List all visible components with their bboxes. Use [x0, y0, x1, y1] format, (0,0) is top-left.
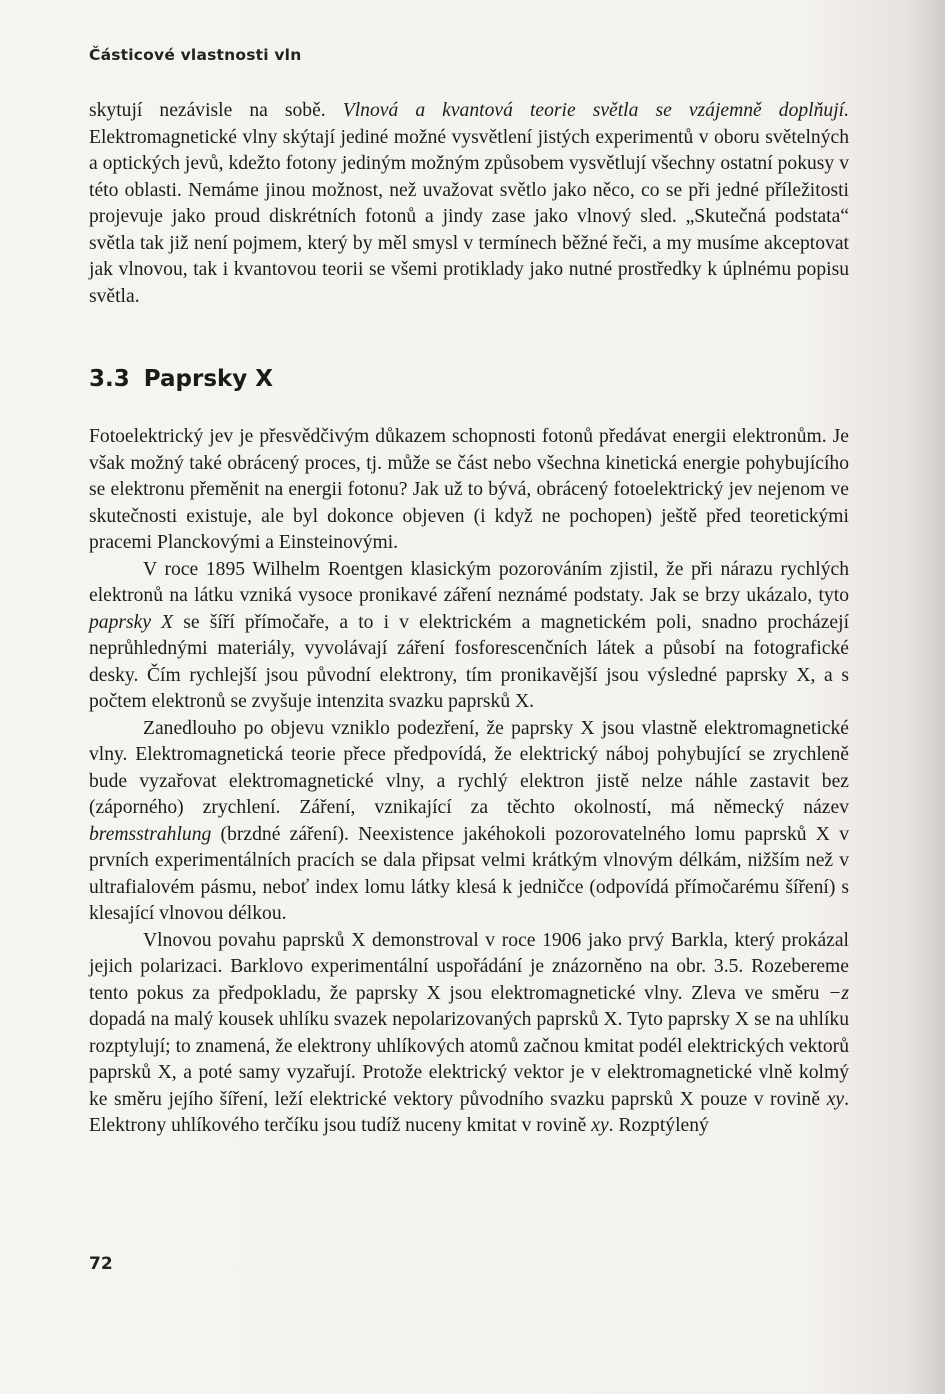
- paragraph-4-text-b: dopadá na malý kousek uhlíku svazek nepolarizovaných paprsků X. Tyto paprsky X se na uhlíku rozptylují; to znamená, že elektrony uhlíkových atomů začnou kmitat podél elektrických vektorů paprsků X, a poté samy vyzařují. Protože elektrický vektor je v elektromagnetické vlně kolmý ke směru jejího šíření, leží elektrické vektory původního svazku paprsků X pouze v rovině: [89, 1009, 849, 1110]
- paragraph-2-text-a: V roce 1895 Wilhelm Roentgen klasickým pozorováním zjistil, že při nárazu rychlých elektronů na látku vzniká vysoce pronikavé záření neznámé podstaty. Jak se brzy ukázalo, tyto: [89, 558, 849, 606]
- paragraph-1: [89, 424, 849, 557]
- section-heading: [89, 366, 273, 392]
- top-paragraph-text-b: Elektromagnetické vlny skýtají jediné možné vysvětlení jistých experimentů v oboru světelných a optických jevů, kdežto fotony jediným možným způsobem vysvětlují všechny ostatní pokusy v této oblasti. Nemáme jinou možnost, než uvažovat světlo jako něco, co se při jedné příležitosti projevuje jako proud diskrétních fotonů a jindy zase jako vlnový sled. „Skutečná podstata“ světla tak již není pojmem, který by měl smysl v termínech běžné řeči, a my musíme akceptovat jak vlnovou, tak i kvantovou teorii se všemi protiklady jako nutné prostředky k úplnému popisu světla.: [89, 126, 849, 307]
- paragraph-2-text-b: se šíří přímočaře, a to i v elektrickém a magnetickém poli, snadno procházejí neprůhlednými materiály, vyvolávají záření fosforescenčních látek a působí na fotografické desky. Čím rychlejší jsou původní elektrony, tím pronikavější jsou výsledné paprsky X, a s počtem elektronů se zvyšuje intenzita svazku paprsků X.: [89, 611, 850, 712]
- section-title: Paprsky X: [143, 366, 274, 392]
- paragraph-3: [89, 716, 849, 928]
- paragraph-2: [89, 557, 849, 716]
- running-head: Částicové vlastnosti vln: [89, 46, 302, 64]
- section-number: 3.3: [89, 366, 130, 392]
- paragraph-4-math-z: −z: [828, 982, 849, 1004]
- top-paragraph-text-a: skytují nezávisle na sobě.: [89, 100, 343, 121]
- top-paragraph-emphasis: Vlnová a kvantová teorie světla se vzájemně doplňují.: [342, 100, 849, 121]
- paragraph-1-text: Fotoelektrický jev je přesvědčivým důkazem schopnosti fotonů předávat energii elektronům. Je však možný také obrácený proces, tj. může se část nebo všechna kinetická energie pohybujícího se elektronu přeměnit na energii fotonu? Jak už to bývá, obrácený fotoelektrický jev nejenom ve skutečnosti existuje, ale byl dokonce objeven (i když ne pochopen) ještě před teoretickými pracemi Planckovými a Einsteinovými.: [89, 426, 849, 553]
- paragraph-4-text-c: . Elektrony uhlíkového terčíku jsou tudíž nuceny kmitat v rovině: [89, 1088, 849, 1136]
- paragraph-4-math-xy-2: xy: [591, 1115, 609, 1136]
- paragraph-3-text-a: Zanedlouho po objevu vzniklo podezření, že paprsky X jsou vlastně elektromagnetické vlny. Elektromagnetická teorie přece předpovídá, že elektrický náboj pohybující se zrychleně bude vyzařovat elektromagnetické vlny, a rychlý elektron jistě nelze náhle zastavit bez (záporného) zrychlení. Záření, vznikající za těchto okolností, má německý název: [89, 717, 849, 818]
- paragraph-3-text-b: (brzdné záření). Neexistence jakéhokoli pozorovatelného lomu paprsků X v prvních experimentálních pracích se dala připsat velmi krátkým vlnovým délkám, nižším než v ultrafialovém pásmu, neboť index lomu látky klesá k jedničce (odpovídá přímočarému šíření) s klesající vlnovou délkou.: [89, 823, 849, 924]
- paragraph-4-math-xy-1: xy: [826, 1088, 845, 1110]
- paragraph-4-text-a: Vlnovou povahu paprsků X demonstroval v roce 1906 jako prvý Barkla, který prokázal jejich polarizaci. Barklovo experimentální uspořádání je znázorněno na obr. 3.5. Rozebereme tento pokus za předpokladu, že paprsky X jsou elektromagnetické vlny. Zleva ve směru: [89, 929, 849, 1004]
- section-body: [89, 424, 849, 1140]
- paragraph-4-text-d: . Rozptýlený: [608, 1115, 709, 1136]
- page-number: 72: [89, 1254, 113, 1274]
- paragraph-4: [89, 928, 849, 1140]
- paragraph-2-emphasis: paprsky X: [89, 611, 174, 633]
- top-paragraph: [89, 98, 849, 310]
- paragraph-3-emphasis: bremsstrahlung: [89, 823, 212, 845]
